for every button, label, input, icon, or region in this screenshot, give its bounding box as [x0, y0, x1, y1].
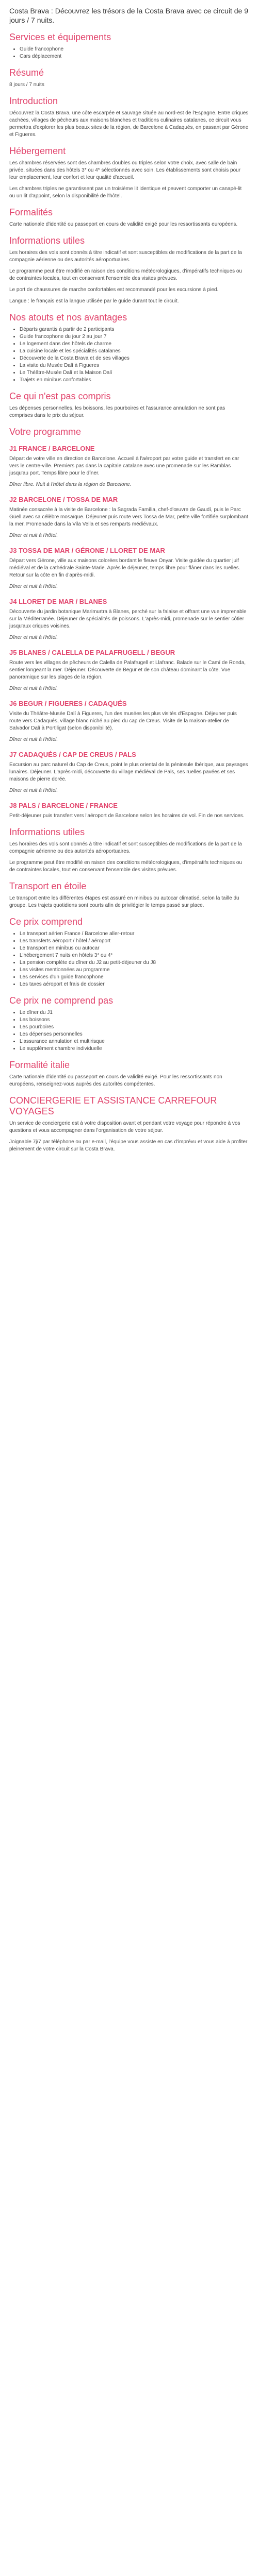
day-3: [9, 547, 249, 590]
day-text: Petit-déjeuner puis transfert vers l'aéroport de Barcelone selon les horaires de vol. Fin de nos services.: [9, 813, 245, 819]
page: [0, 0, 258, 1153]
not-included-title: Ce qui n'est pas compris: [9, 391, 111, 401]
list-item: • Les boissons: [20, 1016, 249, 1024]
hebergement-text-2: Les chambres triples ne garantissent pas un troisième lit identique et peuvent comporter un canapé-lit ou un lit d'appoint, selon la disponibilité de l'hôtel.: [9, 186, 242, 199]
advantages-list: [9, 326, 249, 384]
list-item: • Le dîner du J1: [20, 1009, 249, 1016]
info-text: Les horaires des vols sont donnés à titre indicatif et sont susceptibles de modifications de la part de la compagnie aérienne ou des autorités aéroportuaires.: [9, 250, 242, 263]
price-includes-title: Ce prix comprend: [9, 917, 83, 927]
summary-line: 8 jours / 7 nuits: [9, 82, 44, 88]
list-item: • Guide francophone du jour 2 au jour 7: [20, 333, 249, 341]
repeat-info-title: Informations utiles: [9, 827, 85, 837]
conciergerie-text-2: Joignable 7j/7 par téléphone ou par e-mail, l'équipe vous assiste en cas d'imprévu et vous aide à profiter pleinement de votre circuit sur la Costa Brava.: [9, 1139, 248, 1152]
day-tail: Dîner et nuit à l'hôtel.: [9, 584, 58, 589]
hebergement-text: Les chambres réservées sont des chambres doubles ou triples selon votre choix, avec salle de bain privée, situées dans des hôtels 3* ou 4* sélectionnés avec soin. Les établissements sont choisis pour leur emplacement, leur confort et leur qualité d'accueil.: [9, 160, 241, 180]
day-1: [9, 445, 249, 488]
conciergerie-title: CONCIERGERIE ET ASSISTANCE CARREFOUR VOYAGES: [9, 1095, 217, 1116]
transport-text: Le transport entre les différentes étapes est assuré en minibus ou autocar climatisé, selon la taille du groupe. Les trajets quotidiens sont courts afin de privilégier le temps passé sur place.: [9, 895, 239, 908]
list-item: • Les dépenses personnelles: [20, 1031, 249, 1038]
conciergerie-text: Un service de conciergerie est à votre disposition avant et pendant votre voyage pour répondre à vos questions et vous accompagner dans l'organisation de votre séjour.: [9, 1121, 240, 1133]
list-item: • Le supplément chambre individuelle: [20, 1045, 249, 1053]
day-title: J7 CADAQUÉS / CAP DE CREUS / PALS: [9, 751, 136, 758]
day-text: Découverte du jardin botanique Marimurtra à Blanes, perché sur la falaise et offrant une vue imprenable sur la Méditerranée. Déjeuner de spécialités de poissons. L'après-midi, promenade sur le sentier côtier jusqu'aux criques voisines.: [9, 609, 247, 629]
list-item: • La pension complète du dîner du J2 au petit-déjeuner du J8: [20, 959, 249, 967]
introduction-title: Introduction: [9, 96, 58, 106]
list-item: • Les taxes aéroport et frais de dossier: [20, 981, 249, 988]
transport-title: Transport en étoile: [9, 881, 87, 891]
day-6: [9, 700, 249, 743]
day-2: [9, 496, 249, 539]
day-title: J5 BLANES / CALELLA DE PALAFRUGELL / BEGUR: [9, 649, 175, 656]
list-item: • Le Théâtre-Musée Dalí et la Maison Dalí: [20, 369, 249, 377]
formalities-title: Formalités: [9, 207, 53, 217]
list-item: • Les visites mentionnées au programme: [20, 967, 249, 974]
price-includes-list: [9, 930, 249, 988]
day-text: Excursion au parc naturel du Cap de Creus, point le plus oriental de la péninsule Ibérique, aux paysages lunaires. Déjeuner. L'après-midi, découverte du village médiéval de Pals, ses ruelles pavées et ses maisons de pierre dorée.: [9, 762, 248, 782]
day-text: Matinée consacrée à la visite de Barcelone : la Sagrada Família, chef-d'œuvre de Gaudí, puis le Parc Güell avec sa célèbre mosaïque. Déjeuner puis route vers Tossa de Mar, petite ville fortifiée surplombant la mer. Promenade dans la Vila Vella et ses remparts médiévaux.: [9, 507, 248, 527]
price-excludes-list: [9, 1009, 249, 1053]
day-tail: Dîner et nuit à l'hôtel.: [9, 686, 58, 691]
list-item: • Cars déplacement: [20, 53, 249, 60]
list-item: • Découverte de la Costa Brava et de ses villages: [20, 355, 249, 362]
day-title: J8 PALS / BARCELONE / FRANCE: [9, 802, 118, 809]
day-tail: Dîner et nuit à l'hôtel.: [9, 533, 58, 538]
day-text: Départ vers Gérone, ville aux maisons colorées bordant le fleuve Onyar. Visite guidée du quartier juif médiéval et de la cathédrale Sainte-Marie. Après le déjeuner, temps libre pour flâner dans les ruelles. Retour sur la côte en fin d'après-midi.: [9, 558, 240, 578]
day-tail: Dîner libre. Nuit à l'hôtel dans la région de Barcelone.: [9, 482, 132, 487]
day-text: Visite du Théâtre-Musée Dalí à Figueres, l'un des musées les plus visités d'Espagne. Déjeuner puis route vers Cadaqués, village blanc niché au pied du cap de Creus. Visite de la maison-atelier de Salvador Dalí à Portlligat (selon disponibilité).: [9, 711, 237, 731]
day-5: [9, 649, 249, 692]
list-item: • Les transferts aéroport / hôtel / aéroport: [20, 938, 249, 945]
list-item: • L'hébergement 7 nuits en hôtels 3* ou 4*: [20, 952, 249, 959]
price-excludes-title: Ce prix ne comprend pas: [9, 995, 114, 1006]
list-item: • Les pourboires: [20, 1024, 249, 1031]
day-tail: Dîner et nuit à l'hôtel.: [9, 635, 58, 640]
list-item: • L'assurance annulation et multirisque: [20, 1038, 249, 1045]
info-text-3: Le port de chaussures de marche confortables est recommandé pour les excursions à pied.: [9, 287, 219, 293]
list-item: • Le transport en minibus ou autocar: [20, 945, 249, 952]
summary-title: Résumé: [9, 67, 44, 78]
info-text-2: Le programme peut être modifié en raison des conditions météorologiques, d'impératifs techniques ou de contraintes locales, tout en conservant l'ensemble des visites prévues.: [9, 268, 243, 281]
day-tail: Dîner et nuit à l'hôtel.: [9, 737, 58, 742]
introduction-text: Découvrez la Costa Brava, une côte escarpée et sauvage située au nord-est de l'Espagne. Entre criques cachées, villages de pêcheurs aux maisons blanches et traditions culinaires catalanes, ce circuit vous permettra d'explorer les plus beaux sites de la région, de Barcelone à Cadaqués, en passant par Gérone et Figueres.: [9, 110, 249, 138]
formalite-title: Formalité italie: [9, 1060, 70, 1070]
included-title: Services et équipements: [9, 32, 111, 42]
list-item: • Trajets en minibus confortables: [20, 377, 249, 384]
list-item: • Départs garantis à partir de 2 participants: [20, 326, 249, 333]
day-tail: Dîner et nuit à l'hôtel.: [9, 788, 58, 793]
list-item: • Le transport aérien France / Barcelone aller-retour: [20, 930, 249, 938]
info-title: Informations utiles: [9, 235, 85, 246]
page-intro: Costa Brava : Découvrez les trésors de la Costa Brava avec ce circuit de 9 jours / 7 nuits.: [9, 7, 248, 24]
list-item: • Les services d'un guide francophone: [20, 974, 249, 981]
list-item: • La cuisine locale et les spécialités catalanes: [20, 348, 249, 355]
info-text-4: Langue : le français est la langue utilisée par le guide durant tout le circuit.: [9, 298, 179, 304]
list-item: • La visite du Musée Dalí à Figueres: [20, 362, 249, 369]
info-text: Les horaires des vols sont donnés à titre indicatif et sont susceptibles de modifications de la part de la compagnie aérienne ou des autorités aéroportuaires.: [9, 841, 242, 854]
info-text-2: Le programme peut être modifié en raison des conditions météorologiques, d'impératifs techniques ou de contraintes locales, tout en conservant l'ensemble des visites prévues.: [9, 860, 243, 873]
day-title: J2 BARCELONE / TOSSA DE MAR: [9, 496, 118, 503]
not-included-text: Les dépenses personnelles, les boissons, les pourboires et l'assurance annulation ne sont pas comprises dans le prix du séjour.: [9, 405, 225, 418]
hebergement-title: Hébergement: [9, 146, 66, 156]
list-item: • Le logement dans des hôtels de charme: [20, 341, 249, 348]
formalities-text: Carte nationale d'identité ou passeport en cours de validité exigé pour les ressortissants européens.: [9, 222, 238, 227]
day-title: J4 LLORET DE MAR / BLANES: [9, 598, 107, 605]
advantages-title: Nos atouts et nos avantages: [9, 312, 127, 323]
program-title: Votre programme: [9, 427, 82, 437]
included-list: [9, 46, 249, 60]
day-title: J6 BEGUR / FIGUERES / CADAQUÉS: [9, 700, 127, 707]
day-4: [9, 598, 249, 641]
day-text: Route vers les villages de pêcheurs de Calella de Palafrugell et Llafranc. Balade sur le Camí de Ronda, sentier longeant la mer. Déjeuner. Découverte de Begur et de son château dominant la côte. Vue panoramique sur les plages de la région.: [9, 660, 246, 680]
day-title: J3 TOSSA DE MAR / GÉRONE / LLORET DE MAR: [9, 547, 165, 554]
day-8: [9, 802, 249, 820]
formalite-text: Carte nationale d'identité ou passeport en cours de validité exigé. Pour les ressortissants non européens, renseignez-vous auprès des autorités compétentes.: [9, 1074, 222, 1087]
day-title: J1 FRANCE / BARCELONE: [9, 445, 95, 452]
day-text: Départ de votre ville en direction de Barcelone. Accueil à l'aéroport par votre guide et transfert en car vers le centre-ville. Premiers pas dans la capitale catalane avec une promenade sur les Ramblas jusqu'au port. Temps libre pour le dîner.: [9, 456, 239, 476]
list-item: • Guide francophone: [20, 46, 249, 53]
day-7: [9, 751, 249, 794]
